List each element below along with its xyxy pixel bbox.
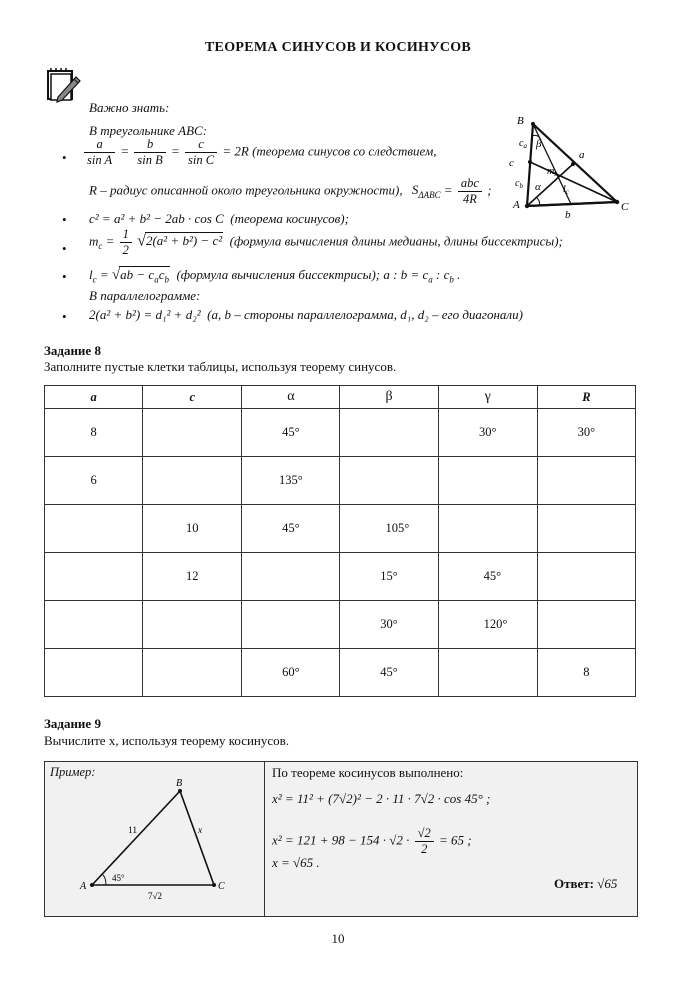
cosine-theorem-formula: c² = a² + b² − 2ab · cos C (теорема косинусов); xyxy=(89,211,349,226)
table-cell: 60° xyxy=(242,649,340,697)
table-header-row xyxy=(45,386,636,409)
bisector-formula: $l_c = √ab - c_ac_b$ (формула вычисления биссектрисы); a : $b = c_a$ : $c_b$ . xyxy=(89,267,461,285)
table-cell xyxy=(242,601,340,649)
task9-heading: Задание 9 xyxy=(44,716,101,731)
table-cell: 12 xyxy=(143,553,242,601)
table-row xyxy=(45,601,636,649)
table-cell xyxy=(242,553,340,601)
sine-theorem-formula: $\frac{a}{\text{sin A}}$ = $\frac{b}{\text{sin B}}$ = $\frac{c}{\text{sin C}}$ = 2R (теорема синусов со следствием, xyxy=(82,137,437,168)
vertex-b-label: B xyxy=(176,778,183,789)
bisector-line xyxy=(530,162,617,202)
vertex-c-label: C xyxy=(621,201,629,213)
table-cell xyxy=(537,505,635,553)
angle-alpha-label: α xyxy=(535,181,541,193)
table-cell xyxy=(537,553,635,601)
table-row xyxy=(45,409,636,457)
header-cell: c xyxy=(143,386,242,409)
vertex-a-label: A xyxy=(513,199,520,211)
side-b-label: b xyxy=(565,209,571,221)
header-cell: R xyxy=(537,386,635,409)
notebook-pencil-icon xyxy=(45,67,81,105)
page-number: 10 xyxy=(331,931,345,946)
side-a-label: a xyxy=(579,149,585,161)
vertex-b-label: B xyxy=(517,115,524,127)
vertex-c-label: C xyxy=(218,881,225,892)
table-cell: 30° xyxy=(438,409,537,457)
table-cell: 120° xyxy=(438,601,537,649)
answer-value: √65 xyxy=(597,876,618,891)
header-cell: β xyxy=(340,386,438,409)
table-cell: 8 xyxy=(45,409,143,457)
table-cell: 6 xyxy=(45,457,143,505)
solution-line-1: x² = 11² + (7√2)² − 2 · 11 · 7√2 · cos 45° ; xyxy=(272,791,491,806)
solution-line-3: x = √65 . xyxy=(272,855,320,870)
table-cell xyxy=(45,505,143,553)
table-row xyxy=(45,505,636,553)
table-cell: 135° xyxy=(242,457,340,505)
median-mb-label: $m_b$ xyxy=(547,166,558,178)
area-formula: R – радиус описанной около треугольника окружности), $S_{\Delta ABC}$ = $\frac{\text{abc}}{4R}$ ; xyxy=(89,176,492,206)
parallelogram-intro: В параллелограмме: xyxy=(89,288,201,303)
table-cell xyxy=(143,457,242,505)
triangle-intro: В треугольнике ABC: xyxy=(89,123,208,138)
task8-heading: Задание 8 xyxy=(44,343,101,358)
task8-table xyxy=(44,385,636,697)
median-formula: $m_c$ = $\frac{1}{2}$ √2(a² + b²) − c² (формула вычисления длины медианы, длины биссектрисы); xyxy=(89,227,563,257)
table-cell: 15° xyxy=(340,553,438,601)
angle-label: 45° xyxy=(112,873,125,883)
side-c-label: c xyxy=(509,157,514,169)
table-cell xyxy=(340,457,438,505)
parallelogram-formula: 2(a² + b²) = d₁² + d₂² (a, b – стороны параллелограмма, d₁, d₂ – его диагонали) xyxy=(89,307,523,322)
segment-ca-label: $c_a$ xyxy=(519,138,527,150)
table-cell xyxy=(45,649,143,697)
example-label: Пример: xyxy=(50,765,96,779)
answer xyxy=(554,876,617,892)
table-cell: 30° xyxy=(537,409,635,457)
table-cell xyxy=(438,457,537,505)
example-triangle-diagram xyxy=(78,775,238,905)
table-row xyxy=(45,457,636,505)
answer-label: Ответ: xyxy=(554,876,595,891)
side-bc-label: x xyxy=(198,826,203,836)
table-cell xyxy=(438,649,537,697)
table-cell xyxy=(340,409,438,457)
table-cell: 105° xyxy=(340,505,438,553)
table-cell xyxy=(438,505,537,553)
side-ab-label: 11 xyxy=(128,826,138,836)
table-cell: 45° xyxy=(340,649,438,697)
header-cell: a xyxy=(45,386,143,409)
table-cell: 45° xyxy=(242,505,340,553)
solution-intro: По теореме косинусов выполнено: xyxy=(272,765,464,780)
table-cell: 45° xyxy=(438,553,537,601)
table-cell: 45° xyxy=(242,409,340,457)
angle-beta-label: β xyxy=(536,138,542,150)
example-divider xyxy=(264,761,265,917)
page-title: ТЕОРЕМА СИНУСОВ И КОСИНУСОВ xyxy=(204,40,472,55)
important-label: Важно знать: xyxy=(89,100,170,115)
table-cell xyxy=(45,553,143,601)
table-cell xyxy=(537,601,635,649)
vertex-a-label: A xyxy=(80,881,87,892)
segment-cb-label: $c_b$ xyxy=(515,178,523,190)
task8-text: Заполните пустые клетки таблицы, используя теорему синусов. xyxy=(44,359,397,374)
table-cell xyxy=(45,601,143,649)
header-cell: γ xyxy=(438,386,537,409)
bullet: • xyxy=(62,150,67,165)
header-cell: α xyxy=(242,386,340,409)
table-cell: 30° xyxy=(340,601,438,649)
side-ac-label: 7√2 xyxy=(148,891,162,901)
table-row xyxy=(45,553,636,601)
triangle-abc-diagram xyxy=(505,112,635,222)
table-cell xyxy=(143,409,242,457)
solution-line-2: x² = 121 + 98 − 154 · √2 · $\frac{√2}{2}$ = 65 ; xyxy=(272,826,472,856)
table-cell xyxy=(143,601,242,649)
table-cell xyxy=(537,457,635,505)
task9-text: Вычислите x, используя теорему косинусов. xyxy=(44,733,290,748)
table-cell: 8 xyxy=(537,649,635,697)
table-row xyxy=(45,649,636,697)
bisector-lc-label: $l_c$ xyxy=(563,184,569,196)
table-cell xyxy=(143,649,242,697)
table-cell: 10 xyxy=(143,505,242,553)
